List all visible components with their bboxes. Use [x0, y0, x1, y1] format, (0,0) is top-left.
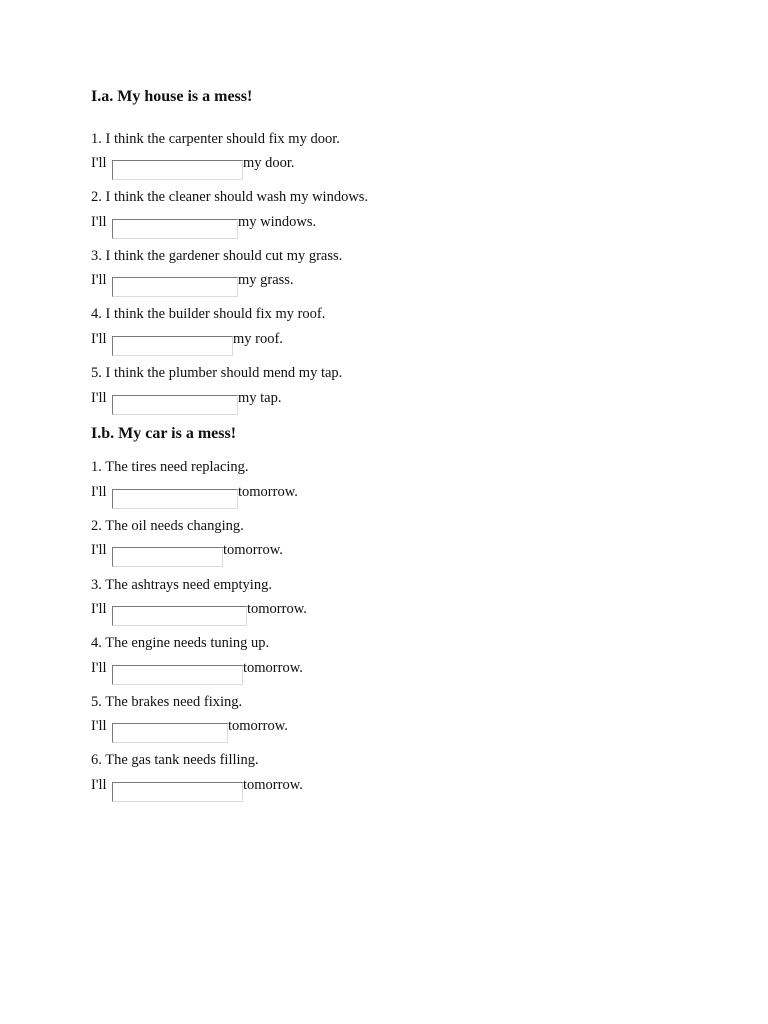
- section-a-answer-row-2: [91, 213, 316, 239]
- answer-prefix: I'll: [91, 272, 107, 288]
- section-a-question-3: 3. I think the gardener should cut my grass.: [91, 248, 343, 264]
- answer-prefix: I'll: [91, 660, 107, 676]
- section-b-question-1: 1. The tires need replacing.: [91, 459, 249, 475]
- section-b-answer-input-1[interactable]: [112, 489, 238, 509]
- section-b-title: I.b. My car is a mess!: [91, 425, 237, 442]
- answer-suffix: tomorrow.: [228, 718, 288, 734]
- answer-prefix: I'll: [91, 484, 107, 500]
- section-b-answer-row-6: [91, 776, 303, 802]
- section-a-answer-input-1[interactable]: [112, 160, 243, 180]
- section-b-answer-input-4[interactable]: [112, 665, 243, 685]
- answer-suffix: my tap.: [238, 390, 282, 406]
- section-a-answer-input-5[interactable]: [112, 395, 238, 415]
- section-b-question-2: 2. The oil needs changing.: [91, 518, 244, 534]
- section-b-answer-row-4: [91, 659, 303, 685]
- section-a-answer-row-5: [91, 389, 282, 415]
- answer-prefix: I'll: [91, 601, 107, 617]
- answer-prefix: I'll: [91, 155, 107, 171]
- section-a-answer-row-3: [91, 271, 294, 297]
- answer-suffix: my roof.: [233, 331, 283, 347]
- answer-suffix: tomorrow.: [238, 484, 298, 500]
- answer-suffix: tomorrow.: [243, 777, 303, 793]
- answer-prefix: I'll: [91, 718, 107, 734]
- section-a-question-5: 5. I think the plumber should mend my tap.: [91, 365, 343, 381]
- section-a-answer-row-4: [91, 330, 283, 356]
- answer-suffix: tomorrow.: [223, 542, 283, 558]
- section-b-answer-row-5: [91, 717, 288, 743]
- section-a-answer-row-1: [91, 154, 295, 180]
- answer-suffix: tomorrow.: [247, 601, 307, 617]
- section-b-answer-input-5[interactable]: [112, 723, 228, 743]
- section-a-question-1: 1. I think the carpenter should fix my door.: [91, 131, 340, 147]
- section-a-answer-input-4[interactable]: [112, 336, 233, 356]
- section-b-answer-input-2[interactable]: [112, 547, 223, 567]
- section-b-answer-input-3[interactable]: [112, 606, 247, 626]
- section-b-question-6: 6. The gas tank needs filling.: [91, 752, 259, 768]
- answer-prefix: I'll: [91, 542, 107, 558]
- section-b-answer-row-3: [91, 600, 307, 626]
- section-a-answer-input-3[interactable]: [112, 277, 238, 297]
- answer-suffix: my windows.: [238, 214, 317, 230]
- answer-prefix: I'll: [91, 331, 107, 347]
- section-b-answer-row-1: [91, 483, 298, 509]
- answer-prefix: I'll: [91, 777, 107, 793]
- section-a-question-2: 2. I think the cleaner should wash my windows.: [91, 189, 369, 205]
- answer-suffix: tomorrow.: [243, 660, 303, 676]
- section-b-question-3: 3. The ashtrays need emptying.: [91, 577, 272, 593]
- section-b-answer-row-2: [91, 541, 283, 567]
- answer-prefix: I'll: [91, 390, 107, 406]
- section-a-title: I.a. My house is a mess!: [91, 88, 253, 105]
- section-b-question-5: 5. The brakes need fixing.: [91, 694, 243, 710]
- answer-suffix: my grass.: [238, 272, 294, 288]
- answer-prefix: I'll: [91, 214, 107, 230]
- section-a-question-4: 4. I think the builder should fix my roof.: [91, 306, 326, 322]
- section-b-answer-input-6[interactable]: [112, 782, 243, 802]
- answer-suffix: my door.: [243, 155, 295, 171]
- section-a-answer-input-2[interactable]: [112, 219, 238, 239]
- section-b-question-4: 4. The engine needs tuning up.: [91, 635, 270, 651]
